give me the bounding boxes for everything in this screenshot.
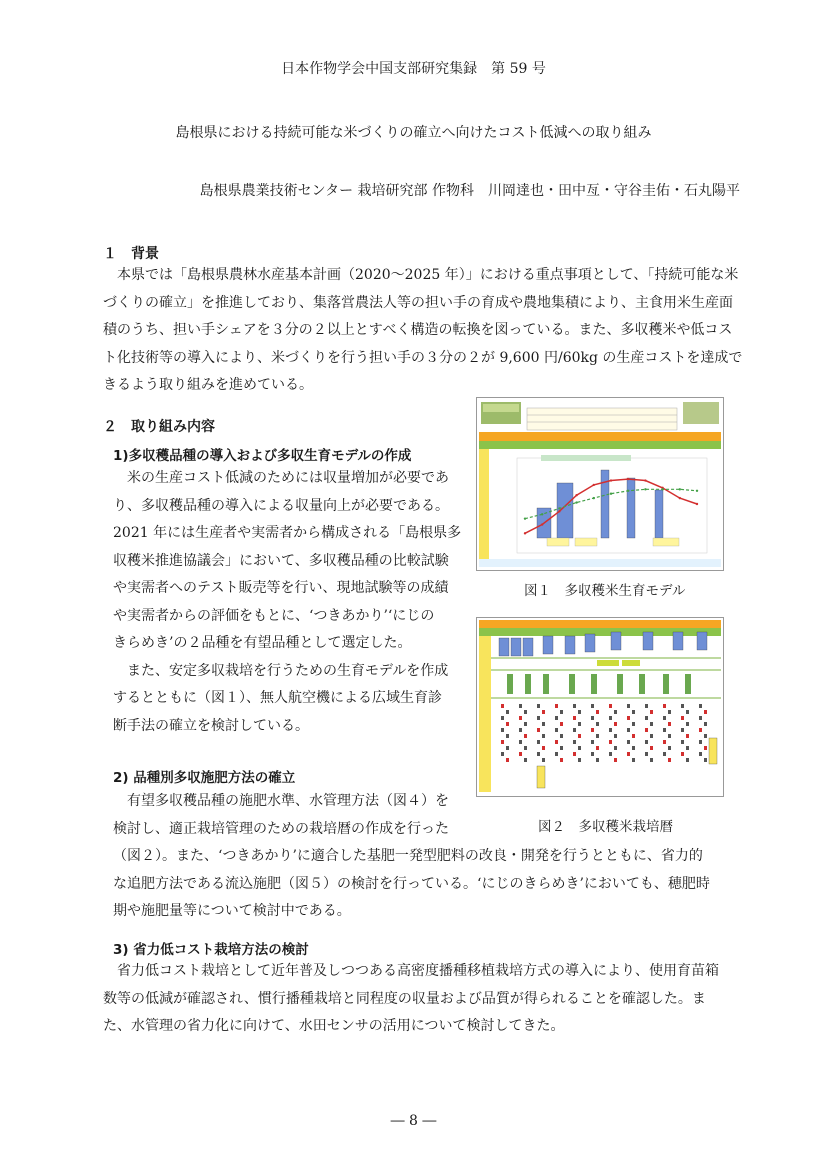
schedule-text-mark [537, 728, 540, 732]
text-line: 省力低コスト栽培として近年普及しつつある高密度播種移植栽培方式の導入により、使用育苗箱 [103, 963, 719, 979]
subsection-1-heading: 1)多収穫品種の導入および多収生育モデルの作成 [113, 448, 412, 464]
schedule-text-mark [614, 722, 617, 726]
section-2-heading: ２ 取り組み内容 [103, 419, 215, 435]
schedule-text-mark [704, 734, 707, 738]
schedule-text-mark [632, 710, 635, 714]
schedule-text-mark [524, 722, 527, 726]
text-line: や実需者へのテスト販売等を行い、現地試験等の成績 [113, 580, 449, 596]
schedule-text-mark [668, 746, 671, 750]
schedule-text-mark [506, 734, 509, 738]
series-point [644, 479, 646, 481]
series-point [696, 490, 698, 492]
schedule-text-mark [663, 752, 666, 756]
schedule-text-mark [596, 710, 599, 714]
note-box [653, 538, 679, 546]
schedule-text-mark [542, 734, 545, 738]
figure-1-caption: 図１ 多収穫米生育モデル [524, 583, 686, 599]
schedule-text-mark [519, 728, 522, 732]
schedule-text-mark [573, 740, 576, 744]
schedule-text-mark [645, 716, 648, 720]
schedule-text-mark [596, 734, 599, 738]
schedule-text-mark [704, 710, 707, 714]
schedule-text-mark [681, 716, 684, 720]
series-point [627, 478, 629, 480]
schedule-block [685, 674, 691, 694]
schedule-text-mark [699, 752, 702, 756]
text-line: 数等の低減が確認され、慣行播種栽培と同程度の収量および品質が得られることを確認した。ま [103, 990, 706, 1007]
schedule-text-mark [501, 728, 504, 732]
note-box [575, 538, 597, 546]
schedule-text-mark [501, 704, 504, 708]
schedule-text-mark [573, 752, 576, 756]
figure-2 [476, 617, 724, 797]
schedule-text-mark [632, 746, 635, 750]
schedule-text-mark [632, 758, 635, 762]
schedule-text-mark [591, 752, 594, 756]
schedule-text-mark [560, 734, 563, 738]
schedule-text-mark [542, 758, 545, 762]
summary-table [527, 408, 677, 430]
schedule-block [591, 674, 597, 694]
schedule-text-mark [560, 758, 563, 762]
schedule-text-mark [645, 740, 648, 744]
schedule-block [639, 674, 645, 694]
schedule-block [543, 674, 549, 694]
photo-sky [483, 404, 519, 412]
schedule-text-mark [668, 710, 671, 714]
schedule-text-mark [560, 710, 563, 714]
schedule-block [697, 632, 707, 650]
schedule-text-mark [573, 728, 576, 732]
stage-bar [655, 490, 663, 538]
footer-band [479, 559, 721, 567]
schedule-text-mark [519, 704, 522, 708]
schedule-text-mark [560, 746, 563, 750]
schedule-text-mark [542, 710, 545, 714]
schedule-text-mark [699, 716, 702, 720]
subsection-3-body [103, 958, 743, 1041]
schedule-text-mark [609, 740, 612, 744]
highlight-block [597, 660, 619, 666]
schedule-text-mark [537, 716, 540, 720]
schedule-block [499, 638, 509, 656]
series-point [610, 479, 612, 481]
stage-bar [601, 470, 609, 538]
row-label-column [479, 449, 489, 565]
schedule-text-mark [699, 728, 702, 732]
schedule-text-mark [555, 752, 558, 756]
schedule-block [663, 674, 669, 694]
schedule-text-mark [614, 710, 617, 714]
schedule-text-mark [645, 728, 648, 732]
schedule-text-mark [627, 716, 630, 720]
schedule-text-mark [519, 716, 522, 720]
text-line: 米の生産コスト低減のためには収量増加が必要であ [113, 470, 449, 486]
schedule-text-mark [627, 740, 630, 744]
schedule-text-mark [573, 704, 576, 708]
schedule-text-mark [632, 722, 635, 726]
text-line: するとともに（図１）、無人航空機による広域生育診 [113, 690, 442, 706]
schedule-text-mark [704, 758, 707, 762]
schedule-text-mark [681, 752, 684, 756]
schedule-text-mark [614, 746, 617, 750]
schedule-text-mark [506, 758, 509, 762]
schedule-text-mark [501, 752, 504, 756]
stage-bar [627, 478, 635, 538]
schedule-block [543, 636, 553, 654]
schedule-text-mark [609, 704, 612, 708]
schedule-block [525, 674, 531, 694]
schedule-text-mark [501, 740, 504, 744]
series-point [627, 490, 629, 492]
text-line: また、安定多収栽培を行うための生育モデルを作成 [113, 662, 449, 679]
schedule-text-mark [537, 740, 540, 744]
text-line: きらめき’の２品種を有望品種として選定した。 [113, 635, 412, 651]
series-point [610, 493, 612, 495]
figure-1 [476, 397, 724, 571]
text-line: づくりの確立」を推進しており、集落営農法人等の担い手の育成や農地集積により、主食用米生産面 [103, 294, 733, 311]
journal-title: 日本作物学会中国支部研究集録 第 59 号 [281, 61, 546, 77]
schedule-text-mark [591, 716, 594, 720]
series-point [679, 497, 681, 499]
schedule-block [511, 638, 521, 656]
subsection-2-body-wide [113, 843, 743, 926]
schedule-block [565, 636, 575, 654]
schedule-text-mark [578, 746, 581, 750]
schedule-text-mark [519, 740, 522, 744]
schedule-text-mark [650, 758, 653, 762]
schedule-block [585, 634, 595, 652]
schedule-text-mark [596, 722, 599, 726]
schedule-text-mark [591, 704, 594, 708]
schedule-text-mark [506, 722, 509, 726]
schedule-text-mark [704, 746, 707, 750]
text-line: 収穫米推進協議会」において、多収穫品種の比較試験 [113, 552, 449, 569]
series-point [558, 507, 560, 509]
schedule-text-mark [645, 752, 648, 756]
schedule-text-mark [537, 704, 540, 708]
section-1-body [103, 262, 743, 400]
page-number: ― 8 ― [390, 1113, 437, 1129]
series-point [679, 488, 681, 490]
schedule-text-mark [555, 704, 558, 708]
schedule-text-mark [632, 734, 635, 738]
series-point [644, 488, 646, 490]
text-line: 期や施肥量等について検討中である。 [113, 903, 351, 919]
schedule-text-mark [650, 746, 653, 750]
series-point [524, 517, 526, 519]
text-line: り、多収穫品種の導入による収量向上が必要である。 [113, 497, 449, 514]
text-line: 断手法の確立を検討している。 [113, 717, 309, 734]
text-line: 有望多収穫品種の施肥水準、水管理方法（図４）を [113, 793, 449, 809]
schedule-text-mark [668, 734, 671, 738]
schedule-text-mark [555, 740, 558, 744]
schedule-block [569, 674, 575, 694]
schedule-block [611, 632, 621, 650]
schedule-text-mark [501, 716, 504, 720]
section-1-heading: １ 背景 [103, 246, 159, 262]
schedule-text-mark [555, 716, 558, 720]
cultivation-calendar [477, 618, 723, 796]
schedule-block [673, 632, 683, 650]
schedule-text-mark [650, 722, 653, 726]
rice-plant-photo [683, 402, 719, 424]
series-point [524, 532, 526, 534]
subsection-1-body [113, 465, 463, 740]
schedule-text-mark [668, 722, 671, 726]
calendar-label-column [479, 636, 491, 792]
series-point [593, 497, 595, 499]
schedule-text-mark [578, 710, 581, 714]
schedule-text-mark [686, 758, 689, 762]
schedule-text-mark [663, 740, 666, 744]
schedule-text-mark [663, 704, 666, 708]
schedule-text-mark [681, 704, 684, 708]
calendar-header-orange [479, 620, 721, 628]
schedule-text-columns [501, 704, 707, 762]
text-line: きるよう取り組みを進めている。 [103, 377, 313, 393]
text-line: た、水管理の省力化に向けて、水田センサの活用について検討してきた。 [103, 1018, 565, 1034]
schedule-text-mark [609, 728, 612, 732]
paper-title: 島根県における持続可能な米づくりの確立へ向けたコスト低減への取り組み [175, 125, 652, 141]
schedule-text-mark [663, 716, 666, 720]
schedule-text-mark [519, 752, 522, 756]
schedule-green-blocks [507, 674, 691, 694]
schedule-text-mark [542, 746, 545, 750]
schedule-text-mark [627, 728, 630, 732]
schedule-text-mark [506, 746, 509, 750]
schedule-text-mark [578, 758, 581, 762]
series-point [575, 494, 577, 496]
schedule-text-mark [686, 746, 689, 750]
schedule-text-mark [524, 710, 527, 714]
note-tag [537, 766, 545, 788]
schedule-text-mark [645, 704, 648, 708]
schedule-text-mark [591, 740, 594, 744]
schedule-text-mark [663, 728, 666, 732]
schedule-text-mark [542, 722, 545, 726]
highlight-block [622, 660, 640, 666]
schedule-text-mark [627, 752, 630, 756]
schedule-text-mark [686, 710, 689, 714]
growth-model-chart [477, 398, 723, 570]
header-band-orange [479, 432, 721, 441]
authors: 島根県農業技術センター 栽培研究部 作物科 川岡達也・田中亙・守谷圭佑・石丸陽平 [199, 183, 740, 199]
schedule-text-mark [668, 758, 671, 762]
schedule-text-mark [560, 722, 563, 726]
series-point [696, 503, 698, 505]
schedule-text-mark [573, 716, 576, 720]
schedule-text-mark [524, 734, 527, 738]
schedule-text-mark [681, 728, 684, 732]
series-point [541, 513, 543, 515]
text-line: （図２）。また、‘つきあかり’に適合した基肥一発型肥料の改良・開発を行うとともに、省力的 [113, 848, 703, 864]
schedule-text-mark [650, 734, 653, 738]
schedule-text-mark [596, 746, 599, 750]
note-tag [709, 738, 717, 764]
text-line: 2021 年には生産者や実需者から構成される「島根県多 [113, 525, 462, 541]
schedule-text-mark [650, 710, 653, 714]
figure-2-caption: 図２ 多収穫米栽培暦 [538, 819, 673, 835]
text-line: や実需者からの評価をもとに、‘つきあかり’‘にじの [113, 607, 435, 624]
text-line: 積のうち、担い手シェアを３分の２以上とすべく構造の転換を図っている。また、多収穫米や低コス [103, 322, 733, 338]
schedule-text-mark [524, 746, 527, 750]
text-line: な追肥方法である流込施肥（図５）の検討を行っている。‘にじのきらめき’においても、穂肥時 [113, 875, 710, 892]
schedule-text-mark [506, 710, 509, 714]
schedule-text-mark [609, 752, 612, 756]
subsection-2-heading: 2) 品種別多収施肥方法の確立 [113, 770, 296, 786]
schedule-text-mark [596, 758, 599, 762]
calendar-header-green [479, 628, 721, 636]
text-line: 本県では「島根県農林水産基本計画（2020～2025 年）」における重点事項として、「持続可能な米 [103, 267, 739, 283]
schedule-text-mark [578, 734, 581, 738]
schedule-text-mark [524, 758, 527, 762]
schedule-text-mark [555, 728, 558, 732]
series-point [661, 488, 663, 490]
schedule-block [507, 674, 513, 694]
schedule-block [617, 674, 623, 694]
schedule-block [523, 638, 533, 656]
schedule-block [643, 632, 653, 650]
schedule-text-mark [704, 722, 707, 726]
subsection-2-body-narrow [113, 788, 463, 843]
schedule-text-mark [537, 752, 540, 756]
text-line: ト化技術等の導入により、米づくりを行う担い手の３分の２が 9,600 円/60kg の生産コストを達成で [103, 349, 743, 366]
stage-band [541, 455, 631, 461]
schedule-text-mark [681, 740, 684, 744]
schedule-text-mark [686, 734, 689, 738]
series-point [558, 510, 560, 512]
schedule-text-mark [686, 722, 689, 726]
schedule-text-mark [591, 728, 594, 732]
series-point [575, 501, 577, 503]
schedule-text-mark [627, 704, 630, 708]
schedule-text-mark [699, 704, 702, 708]
schedule-text-mark [699, 740, 702, 744]
series-point [593, 484, 595, 486]
schedule-text-mark [614, 734, 617, 738]
subsection-3-heading: 3) 省力低コスト栽培方法の検討 [113, 942, 309, 958]
schedule-text-mark [609, 716, 612, 720]
header-band-green [479, 441, 721, 449]
schedule-text-mark [614, 758, 617, 762]
series-point [541, 523, 543, 525]
text-line: 検討し、適正栽培管理のための栽培暦の作成を行った [113, 820, 449, 837]
schedule-text-mark [578, 722, 581, 726]
note-box [547, 538, 569, 546]
